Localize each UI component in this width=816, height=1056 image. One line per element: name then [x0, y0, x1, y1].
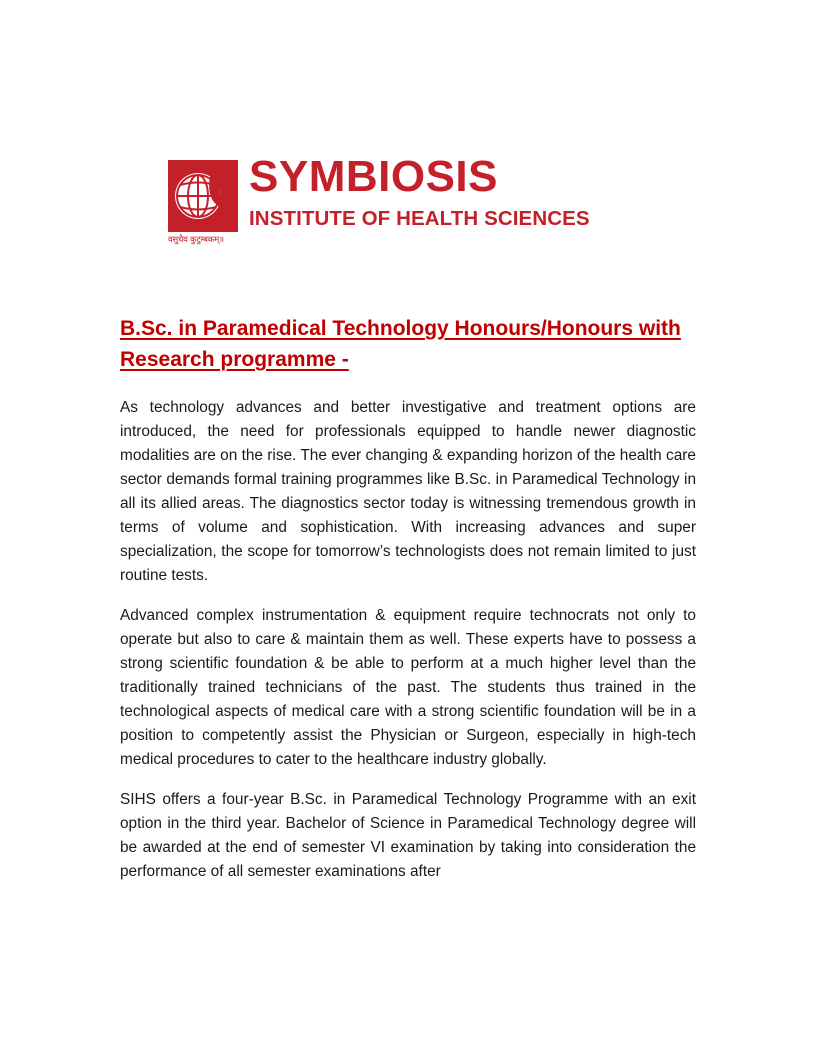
globe-s-emblem-icon	[168, 160, 238, 232]
logo-subtitle: INSTITUTE OF HEALTH SCIENCES	[249, 207, 590, 230]
body-paragraph-1: As technology advances and better investigative and treatment options are introduced, the need for professionals equipped to handle newer diagnostic modalities are on the rise. The ever changing & expanding horizon of the health care sector demands formal training programmes like B.Sc. in Paramedical Technology in all its allied areas. The diagnostics sector today is witnessing tremendous growth in terms of volume and sophistication. With increasing advances and super specialization, the scope for tomorrow’s technologists does not remain limited to just routine tests.	[120, 399, 696, 584]
institute-logo	[168, 152, 658, 250]
logo-tagline: वसुधैव कुटुम्बकम्॥	[168, 235, 224, 245]
body-paragraph-2: Advanced complex instrumentation & equipment require technocrats not only to operate but also to care & maintain them as well. These experts have to possess a strong scientific foundation & be able to perform at a much higher level than the traditionally trained technicians of the past. The students thus trained in the technological aspects of medical care with a strong scientific foundation will be in a position to competently assist the Physician or Surgeon, especially in high-tech medical procedures to cater to the healthcare industry globally.	[120, 607, 696, 768]
document-body	[120, 396, 696, 900]
body-paragraph-3: SIHS offers a four-year B.Sc. in Paramedical Technology Programme with an exit option in the third year. Bachelor of Science in Paramedical Technology degree will be awarded at the end of semester VI examination by taking into consideration the performance of all semester examinations after	[120, 791, 696, 880]
logo-wordmark: SYMBIOSIS	[249, 152, 498, 201]
programme-title: B.Sc. in Paramedical Technology Honours/Honours with Research programme -	[120, 317, 681, 371]
